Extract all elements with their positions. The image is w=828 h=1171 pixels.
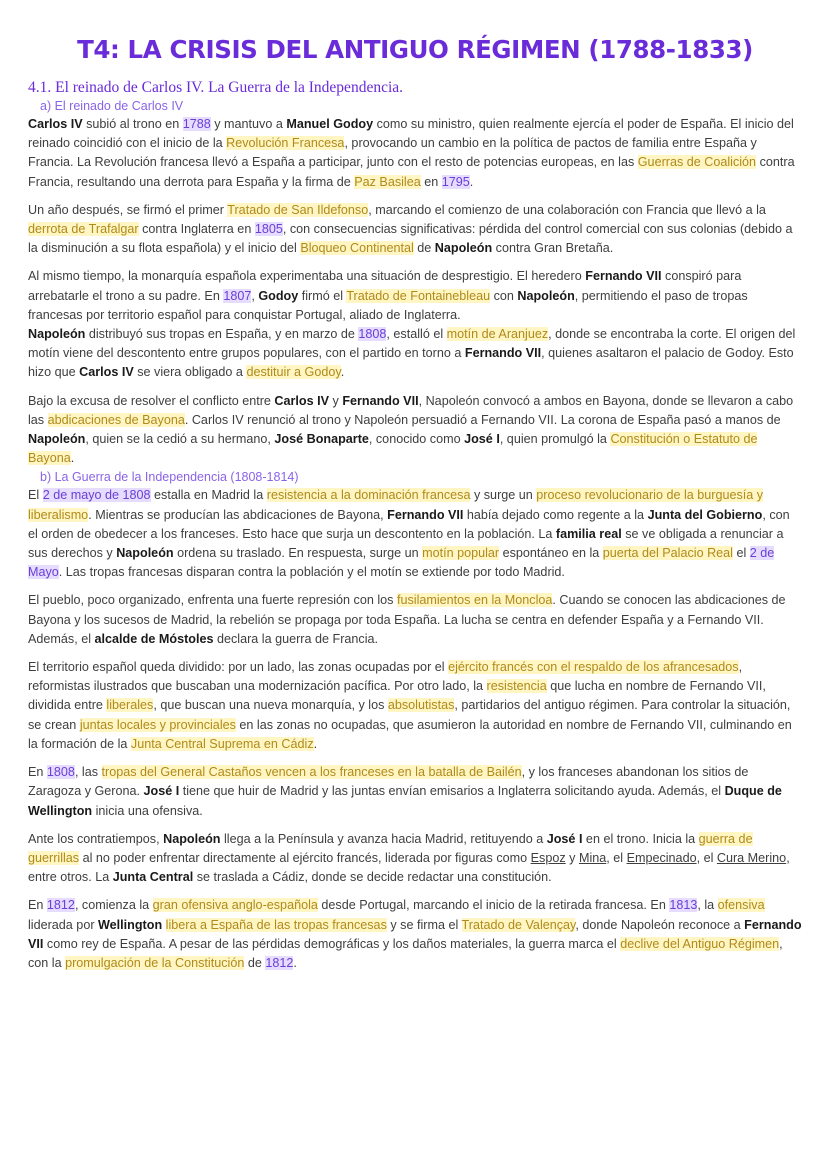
paragraph: Al mismo tiempo, la monarquía española experimentaba una situación de desprestigio. El heredero Fernando VII conspiró para arrebatarle el trono a su padre. En 1807, Godoy firmó el Tratado de Fontainebleau con Napoleón, permitiendo el paso de tropas francesas por territorio español para conquistar Portugal, aliado de Inglaterra. (28, 269, 748, 322)
bold-term: Napoleón (28, 432, 86, 447)
highlight-yellow: destituir a Godoy (246, 365, 341, 380)
highlight-violet: 1812 (46, 898, 75, 913)
bold-term: José I (464, 432, 500, 447)
underlined-name: Empecinado (626, 850, 697, 865)
bold-term: Napoleón (28, 327, 86, 342)
highlight-yellow: abdicaciones de Bayona (47, 412, 185, 427)
bold-term: Fernando VII (342, 393, 419, 408)
highlight-yellow: gran ofensiva anglo-española (152, 898, 318, 913)
bold-term: Duque de Wellington (28, 784, 782, 818)
bold-term: Napoleón (116, 546, 174, 561)
highlight-yellow: Junta Central Suprema en Cádiz (130, 736, 314, 751)
bold-term: Carlos IV (28, 117, 83, 131)
bold-term: Junta Central (112, 870, 194, 885)
bold-term: Wellington (98, 917, 163, 932)
highlight-violet: 1812 (265, 955, 294, 970)
bold-term: José I (143, 784, 180, 799)
bold-term: Carlos IV (274, 393, 330, 408)
paragraph: Napoleón distribuyó sus tropas en España, y en marzo de 1808, estalló el motín de Aranjuez, donde se encontraba la corte. El origen del motín viene del descontento entre grupos populares, con el partido en torno a Fernando VII, quienes asaltaron el palacio de Godoy. Esto hizo que Carlos IV se viera obligado a destituir a Godoy. (28, 327, 796, 380)
highlight-yellow: ofensiva (717, 898, 765, 913)
underlined-name: Espoz (530, 850, 566, 865)
page-title: T4: LA CRISIS DEL ANTIGUO RÉGIMEN (1788-1833) (77, 35, 753, 64)
subsection-heading-b: b) La Guerra de la Independencia (1808-1814) (40, 470, 299, 485)
highlight-violet: 1788 (182, 117, 211, 131)
bold-term: Godoy (258, 288, 299, 303)
highlight-yellow: Bloqueo Continental (300, 241, 414, 256)
highlight-violet: 2 de Mayo (28, 546, 775, 580)
paragraph: En 1812, comienza la gran ofensiva anglo-española desde Portugal, marcando el inicio de la retirada francesa. En 1813, la ofensiva liderada por Wellington libera a España de las tropas francesas y se firma el Tratado de Valençay, donde Napoleón reconoce a Fernando VII como rey de España. A pesar de las pérdidas demográficas y los daños materiales, la guerra marca el declive del Antiguo Régimen, con la promulgación de la Constitución de 1812. (28, 898, 802, 970)
highlight-yellow: Revolución Francesa (226, 136, 345, 151)
subsection-heading-a: a) El reinado de Carlos IV (40, 99, 184, 113)
highlight-yellow: liberales (106, 698, 154, 713)
highlight-violet: 1808 (358, 327, 387, 342)
highlight-yellow: juntas locales y provinciales (79, 717, 236, 732)
highlight-yellow: Tratado de San Ildefonso (227, 202, 369, 217)
highlight-yellow: Tratado de Fontainebleau (346, 288, 491, 303)
paragraph: El pueblo, poco organizado, enfrenta una fuerte represión con los fusilamientos en la Moncloa. Cuando se conocen las abdicaciones de Bayona y los sucesos de Madrid, la rebelión se propaga por toda España. La lucha se centra en defender España y a Fernando VII. Además, el alcalde de Móstoles declara la guerra de Francia. (28, 593, 786, 646)
bold-term: Napoleón (163, 831, 221, 846)
underlined-name: Mina (578, 850, 607, 865)
bold-term: Carlos IV (79, 365, 134, 380)
highlight-yellow: derrota de Trafalgar (28, 222, 139, 237)
paragraph: En 1808, las tropas del General Castaños vencen a los franceses en la batalla de Bailén, y los franceses abandonan los sitios de Zaragoza y Gerona. José I tiene que huir de Madrid y las juntas envían emisarios a Inglaterra solicitando ayuda. Además, el Duque de Wellington inicia una ofensiva. (28, 765, 782, 818)
bold-term: Fernando VII (464, 346, 542, 361)
paragraph: Un año después, se firmó el primer Tratado de San Ildefonso, marcando el comienzo de una colaboración con Francia que llevó a la derrota de Trafalgar contra Inglaterra en 1805, con consecuencias significativas: pérdida del control comercial con sus colonias (debido a la disminución a su flota española) y el inicio del Bloqueo Continental de Napoleón contra Gran Bretaña. (28, 202, 793, 256)
document-page (28, 0, 802, 973)
bold-term: Fernando VII (585, 269, 662, 284)
highlight-yellow: promulgación de la Constitución (65, 955, 245, 970)
bold-term: Napoleón (434, 241, 493, 256)
underlined-name: Cura Merino (716, 850, 787, 865)
paragraph: Bajo la excusa de resolver el conflicto entre Carlos IV y Fernando VII, Napoleón convocó a ambos en Bayona, donde se llevaron a cabo las abdicaciones de Bayona. Carlos IV renunció al trono y Napoleón persuadió a Fernando VII. La corona de España pasó a manos de Napoleón, quien se la cedió a su hermano, José Bonaparte, conocido como José I, quien promulgó la Constitución o Estatuto de Bayona. (28, 393, 794, 466)
highlight-yellow: guerra de guerrillas (28, 831, 753, 865)
highlight-yellow: Guerras de Coalición (637, 155, 757, 170)
section-heading: 4.1. El reinado de Carlos IV. La Guerra de la Independencia. (28, 79, 404, 96)
highlight-yellow: Tratado de Valençay (461, 917, 576, 932)
highlight-yellow: Constitución o Estatuto de Bayona (28, 432, 758, 466)
paragraph: Ante los contratiempos, Napoleón llega a la Península y avanza hacia Madrid, retituyendo a José I en el trono. Inicia la guerra de guerrillas al no poder enfrentar directamente al ejército francés, liderada por figuras como Espoz y Mina, el Empecinado, el Cura Merino, entre otros. La Junta Central se traslada a Cádiz, donde se decide redactar una constitución. (28, 831, 790, 885)
paragraph: El territorio español queda dividido: por un lado, las zonas ocupadas por el ejército francés con el respaldo de los afrancesados, reformistas ilustrados que buscaban una modernización pacífica. Por otro lado, la resistencia que lucha en nombre de Fernando VII, dividida entre liberales, que buscan una nueva monarquía, y los absolutistas, partidarios del antiguo régimen. Para controlar la situación, se crean juntas locales y provinciales en las zonas no ocupadas, que asumieron la autoridad en nombre de Fernando VII, culminando en la formación de la Junta Central Suprema en Cádiz. (28, 660, 792, 751)
highlight-yellow: puerta del Palacio Real (602, 546, 733, 561)
highlight-yellow: absolutistas (387, 698, 455, 713)
highlight-violet: 1805 (254, 222, 283, 237)
highlight-yellow: libera a España de las tropas francesas (165, 917, 387, 932)
paragraph: Carlos IV subió al trono en 1788 y mantuvo a Manuel Godoy como su ministro, quien realmente ejercía el poder de España. El inicio del reinado coincidió con el inicio de la Revolución Francesa, provocando un cambio en la política de pactos de familia entre España y Francia. La Revolución francesa llevó a España a participar, junto con el resto de potencias europeas, en las Guerras de Coalición contra Francia, resultando una derrota para España y la firma de Paz Basilea en 1795. (28, 117, 795, 189)
highlight-violet: 1807 (223, 288, 252, 303)
paragraph: El 2 de mayo de 1808 estalla en Madrid la resistencia a la dominación francesa y surge un proceso revolucionario de la burguesía y liberalismo. Mientras se producían las abdicaciones de Bayona, Fernando VII había dejado como regente a la Junta del Gobierno, con el orden de obedecer a los franceses. Esto hace que surja un descontento en la población. La familia real se ve obligada a renunciar a sus derechos y Napoleón ordena su traslado. En respuesta, surge un motín popular espontáneo en la puerta del Palacio Real el 2 de Mayo. Las tropas francesas disparan contra la población y el motín se extiende por todo Madrid. (28, 488, 790, 580)
highlight-violet: 2 de mayo de 1808 (42, 488, 151, 503)
bold-term: Junta del Gobierno (647, 507, 763, 522)
bold-term: alcalde de Móstoles (94, 631, 214, 646)
highlight-violet: 1808 (46, 765, 75, 780)
highlight-yellow: fusilamientos en la Moncloa (396, 593, 553, 608)
highlight-yellow: motín de Aranjuez (446, 327, 549, 342)
highlight-yellow: tropas del General Castaños vencen a los franceses en la batalla de Bailén (101, 765, 522, 780)
highlight-violet: 1795 (441, 174, 470, 189)
bold-term: Manuel Godoy (286, 117, 374, 131)
highlight-yellow: motín popular (422, 546, 500, 561)
bold-term: José Bonaparte (274, 432, 369, 447)
bold-term: Fernando VII (387, 507, 464, 522)
highlight-yellow: proceso revolucionario de la burguesía y liberalismo (28, 488, 764, 522)
bold-term: familia real (555, 526, 622, 541)
highlight-yellow: resistencia (486, 679, 547, 694)
highlight-yellow: resistencia a la dominación francesa (266, 488, 471, 503)
bold-term: José I (546, 831, 583, 846)
bold-term: Fernando VII (28, 917, 802, 951)
highlight-yellow: Paz Basilea (354, 174, 421, 189)
highlight-yellow: ejército francés con el respaldo de los afrancesados (448, 660, 739, 675)
bold-term: Napoleón (517, 288, 575, 303)
highlight-violet: 1813 (669, 898, 698, 913)
highlight-yellow: declive del Antiguo Régimen (620, 936, 780, 951)
